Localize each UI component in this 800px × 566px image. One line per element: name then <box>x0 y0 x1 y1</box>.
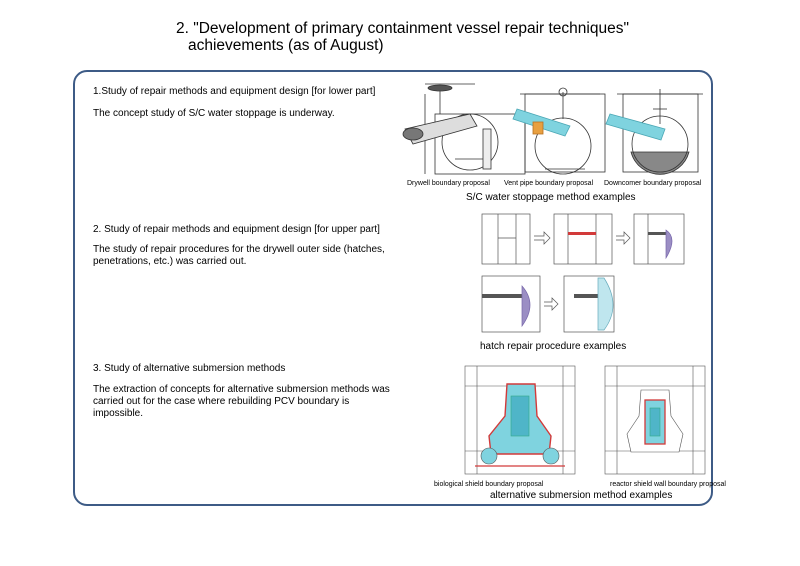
biological-shield-diagram <box>465 366 575 474</box>
section2-body: The study of repair procedures for the drywell outer side (hatches, penetrations, etc.) was carried out. <box>93 244 385 267</box>
reactor-shield-wall-diagram <box>605 366 705 474</box>
hatch-step-1 <box>482 214 530 264</box>
drywell-boundary-diagram <box>403 84 525 174</box>
alternative-submersion-figures <box>455 356 710 478</box>
drywell-boundary-caption: Drywell boundary proposal <box>407 180 490 187</box>
sc-water-stoppage-figure-title: S/C water stoppage method examples <box>466 192 636 203</box>
section3-heading: 3. Study of alternative submersion methods <box>93 363 286 374</box>
page-title-line2: achievements (as of August) <box>188 37 384 54</box>
sc-water-stoppage-figures <box>395 74 715 184</box>
downcomer-boundary-caption: Downcomer boundary proposal <box>604 180 702 187</box>
reactor-shield-wall-caption: reactor shield wall boundary proposal <box>610 481 726 488</box>
hatch-step-4 <box>482 276 540 332</box>
section1-heading: 1.Study of repair methods and equipment design [for lower part] <box>93 86 376 97</box>
biological-shield-caption: biological shield boundary proposal <box>434 481 544 488</box>
hatch-step-2 <box>554 214 612 264</box>
alternative-submersion-figure-title: alternative submersion method examples <box>490 490 673 501</box>
downcomer-boundary-diagram <box>606 89 703 174</box>
section3-body: The extraction of concepts for alternative submersion methods was carried out for the case where rebuilding PCV boundary is impossible. <box>93 384 390 419</box>
hatch-step-3 <box>634 214 684 264</box>
hatch-repair-procedure-figures <box>478 208 688 338</box>
vent-pipe-boundary-diagram <box>513 88 605 174</box>
page-title <box>176 20 736 54</box>
hatch-repair-figure-title: hatch repair procedure examples <box>480 341 627 352</box>
page-title-line1: 2. "Development of primary containment vessel repair techniques" <box>176 20 629 37</box>
section1-body: The concept study of S/C water stoppage is underway. <box>93 108 335 119</box>
vent-pipe-boundary-caption: Vent pipe boundary proposal <box>504 180 594 187</box>
section2-heading: 2. Study of repair methods and equipment design [for upper part] <box>93 224 380 235</box>
